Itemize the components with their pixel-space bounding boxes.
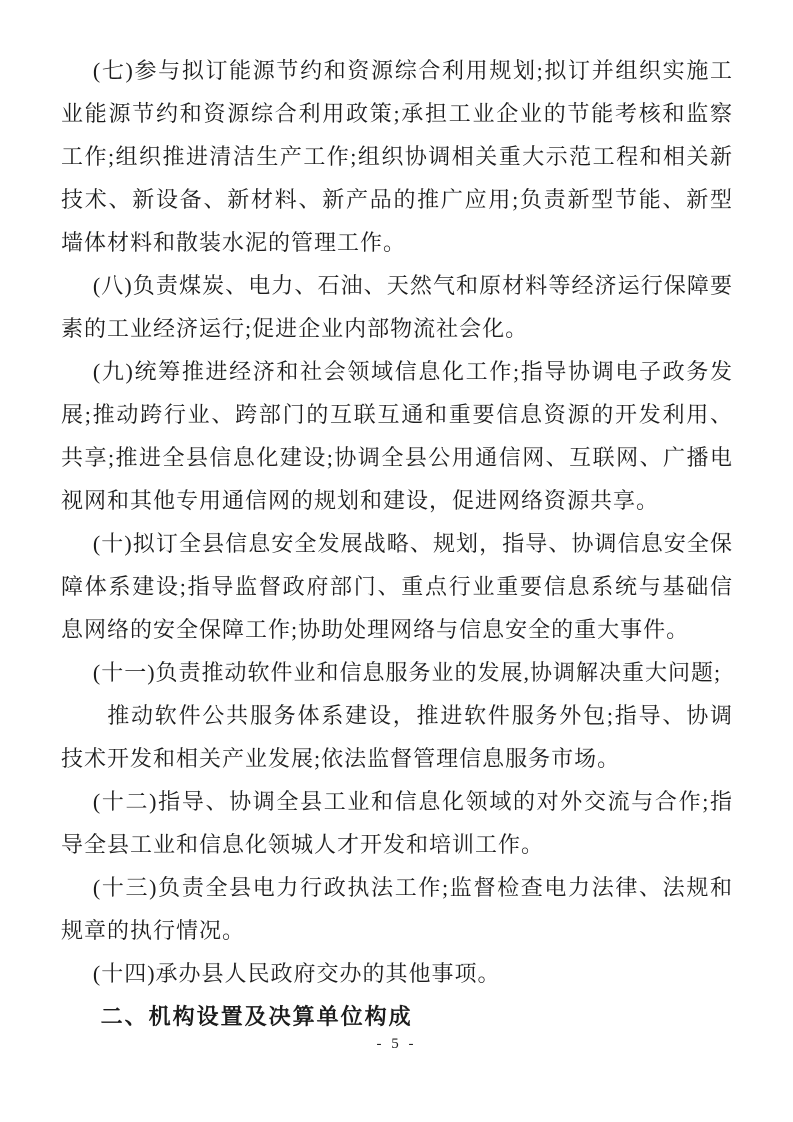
doc-paragraph-11: (十一)负责推动软件业和信息服务业的发展,协调解决重大问题; (92, 660, 722, 685)
doc-paragraph-10: (十)拟订全县信息安全发展战略、规划，指导、协调信息安全保障体系建设;指导监督政府部门、重点行业重要信息系统与基础信息网络的安全保障工作;协助处理网络与信息安全的重大事件。 (61, 531, 733, 642)
doc-paragraph-7: (七)参与拟订能源节约和资源综合利用规划;拟订并组织实施工业能源节约和资源综合利用政策;承担工业企业的节能考核和监察工作;组织推进清洁生产工作;组织协调相关重大示范工程和相关新技术、新设备、新材料、新产品的推广应用;负责新型节能、新型墙体材料和散装水泥的管理工作。 (61, 58, 733, 255)
doc-paragraph-13: (十三)负责全县电力行政执法工作;监督检查电力法律、法规和规章的执行情况。 (61, 875, 733, 943)
doc-paragraph-12: (十二)指导、协调全县工业和信息化领域的对外交流与合作;指导全县工业和信息化领城人才开发和培训工作。 (61, 789, 733, 857)
page-number: - 5 - (376, 1036, 417, 1052)
document-body (61, 49, 733, 1038)
doc-paragraph-8: (八)负责煤炭、电力、石油、天然气和原材料等经济运行保障要素的工业经济运行;促进企业内部物流社会化。 (61, 273, 733, 341)
doc-paragraph-11-continued: 推动软件公共服务体系建设，推进软件服务外包;指导、协调技术开发和相关产业发展;依法监督管理信息服务市场。 (61, 703, 733, 771)
section-heading: 二、机构设置及决算单位构成 (100, 1004, 413, 1029)
doc-paragraph-9: (九)统筹推进经济和社会领域信息化工作;指导协调电子政务发展;推动跨行业、跨部门的互联互通和重要信息资源的开发利用、共享;推进全县信息化建设;协调全县公用通信网、互联网、广播电视网和其他专用通信网的规划和建设，促进网络资源共享。 (61, 359, 733, 513)
doc-paragraph-14: (十四)承办县人民政府交办的其他事项。 (92, 961, 501, 986)
